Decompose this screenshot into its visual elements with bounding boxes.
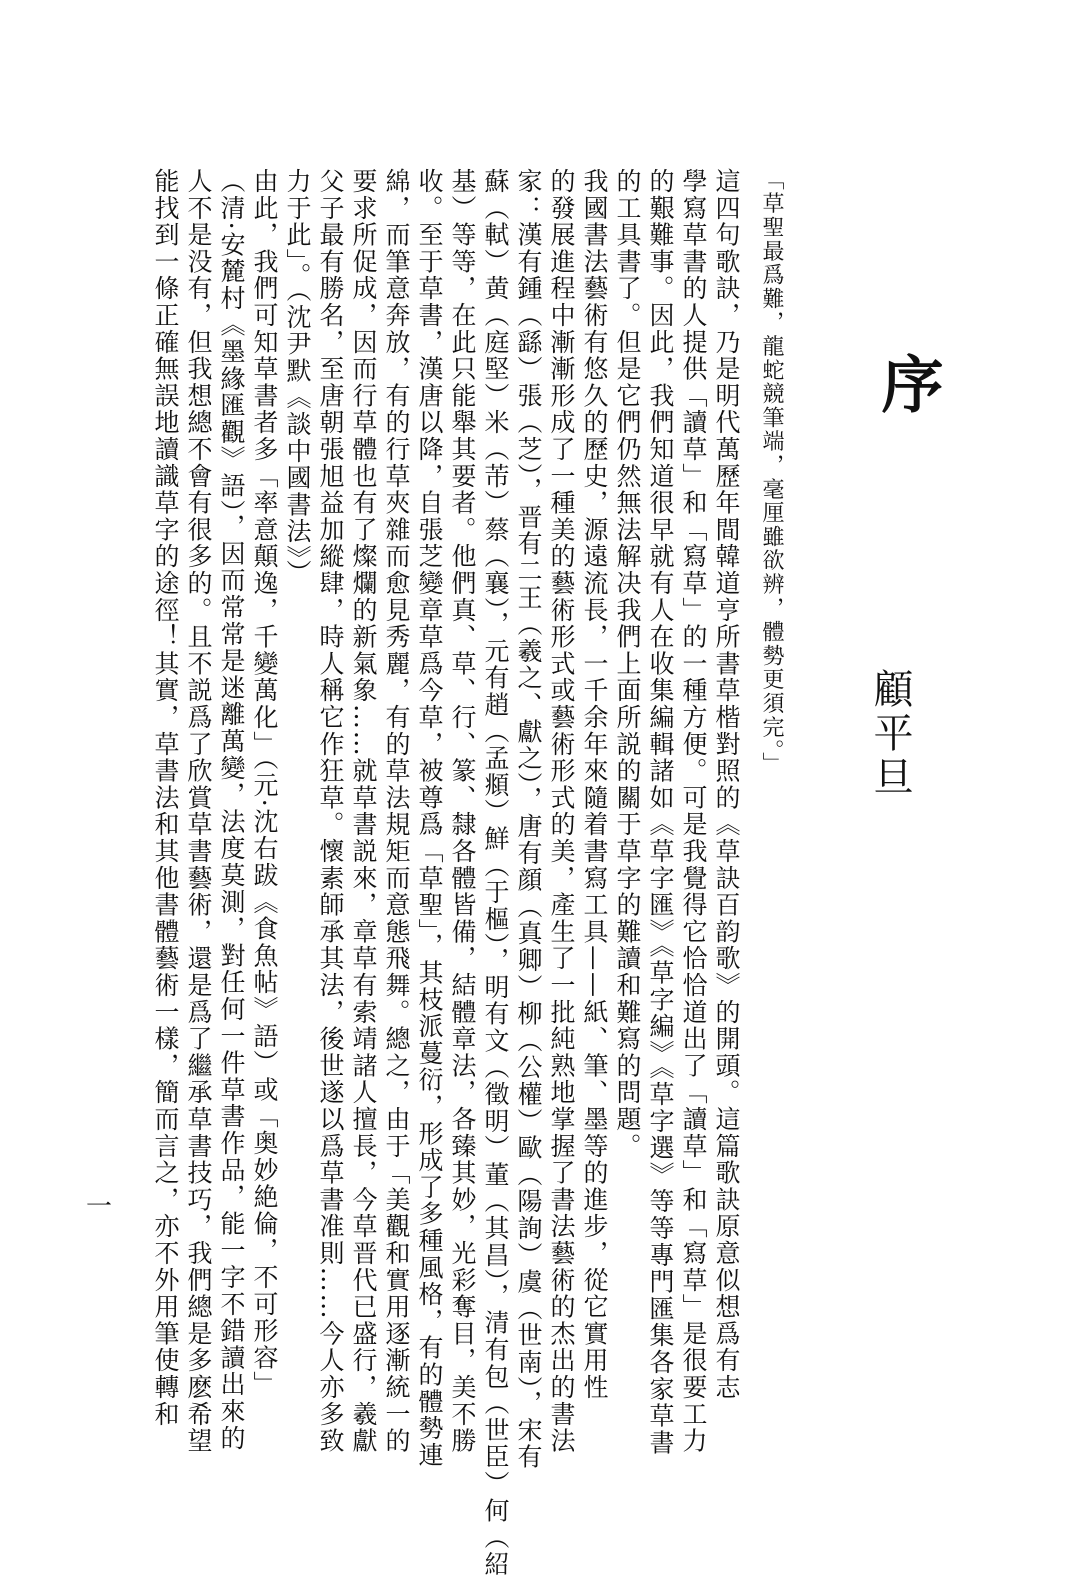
text-column: 的工具書了。但是它們仍然無法解决我們上面所説的關于草字的難讀和難寫的問題。 <box>613 168 642 1160</box>
text-column: 父子最有勝名，至唐朝張旭益加縱肆，時人稱它作狂草。懷素師承其法，後世遂以爲草書准則……今人亦多致 <box>316 168 345 1455</box>
text-column: 蘇（軾）黄（庭堅）米（芾）蔡（襄），元有趙（孟頫）鮮（于樞），明有文（徵明）董（其昌），清有包（世臣）何（紹 <box>481 168 510 1578</box>
text-column: 我國書法藝術有悠久的歷史，源遠流長，一千余年來隨着書寫工具——紙、筆、墨等的進步，從它實用性 <box>580 168 609 1401</box>
text-column: 要求所促成，因而行草體也有了燦爛的新氣象……就草書説來，章草有索靖諸人擅長，今草晋代已盛行，羲獻 <box>349 168 378 1455</box>
text-column: 基）等等，在此只能舉其要者。他們真、草、行、篆、隸各體皆備，結體章法，各臻其妙，光彩奪目，美不勝 <box>448 168 477 1455</box>
text-column: 人不是没有，但我想總不會有很多的。且不説爲了欣賞草書藝術，還是爲了繼承草書技巧，我們總是多麽希望 <box>184 168 213 1455</box>
preface-body <box>138 168 788 1578</box>
text-column: （清·安麓村《墨緣匯觀》語），因而常常是迷離萬變，法度莫測，對任何一件草書作品，能一字不錯讀出來的 <box>217 168 246 1452</box>
text-column: 能找到一條正確無誤地讀識草字的途徑！其實，草書法和其他書體藝術一樣，簡而言之，亦不外用筆使轉和 <box>151 168 180 1428</box>
text-column: 這四句歌訣，乃是明代萬歷年間韓道亨所書草楷對照的《草訣百韵歌》的開頭。這篇歌訣原意似想爲有志 <box>712 168 741 1401</box>
text-column: 力于此」。（沈尹默《談中國書法》） <box>283 168 312 587</box>
text-column: 綿，而筆意奔放，有的行草夾雜而愈見秀麗，有的草法規矩而意態飛舞。總之，由于「美觀和實用逐漸統一的 <box>382 168 411 1455</box>
text-column-opening-quote: 「草聖最爲難，龍蛇競筆端，毫厘雖欲辨，體勢更須完。」 <box>759 168 784 776</box>
page-number: 一 <box>86 1192 113 1222</box>
text-column: 的發展進程中漸漸形成了一種美的藝術形式或藝術形式的美，產生了一批純熟地掌握了書法藝術的杰出的書法 <box>547 168 576 1455</box>
text-column: 的艱難事。因此，我們知道很早就有人在收集編輯諸如《草字匯》《草字編》《草字選》等等專門匯集各家草書 <box>646 168 675 1457</box>
text-column: 家：漢有鍾（繇）張（芝），晋有二王（羲之、獻之），唐有顔（真卿）柳（公權）歐（陽詢）虞（世南），宋有 <box>514 168 543 1471</box>
page-title: 序 <box>871 352 944 414</box>
text-column: 學寫草書的人提供「讀草」和「寫草」的一種方便。可是我覺得它恰恰道出了「讀草」和「寫草」是很要工力 <box>679 168 708 1455</box>
text-column: 收。至于草書，漢唐以降，自張芝變章草爲今草，被尊爲「草聖」，其枝派蔓衍，形成了多種風格，有的體勢連 <box>415 168 444 1469</box>
text-column: 由此，我們可知草書者多「率意顛逸，千變萬化」（元·沈右跋《食魚帖》語）或「奥妙絶倫，不可形容」 <box>250 168 279 1399</box>
author-name: 顧平旦 <box>867 668 913 800</box>
